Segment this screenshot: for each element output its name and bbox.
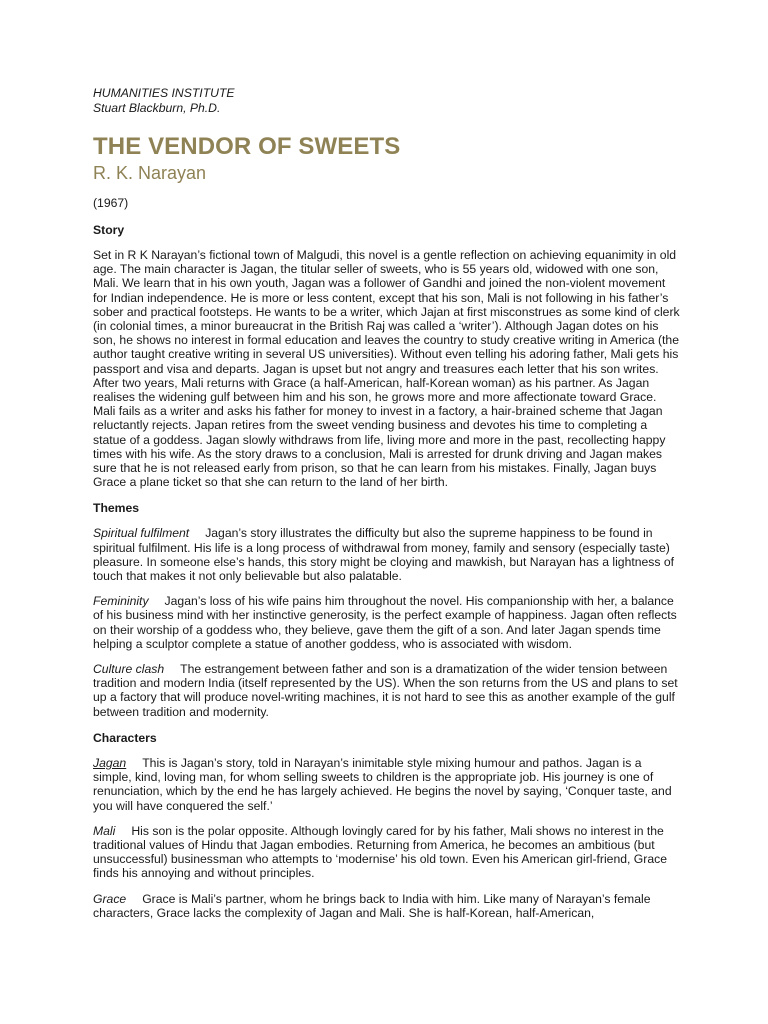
theme-femininity	[93, 594, 680, 651]
character-term: Jagan	[93, 755, 127, 770]
characters-heading: Characters	[93, 730, 157, 745]
theme-text: Jagan’s story illustrates the difficulty but also the supreme happiness to be found in spiritual fulfilment. His life is a long process of withdrawal from money, family and sensory (especially taste) pleasure. In someone else’s hands, this story might be cloying and mawkish, but Narayan has a lightness of touch that makes it not only believable but also palatable.	[93, 526, 675, 584]
theme-spiritual-fulfilment	[93, 526, 680, 583]
theme-culture-clash	[93, 662, 680, 719]
character-grace	[93, 892, 680, 920]
character-term: Grace	[93, 891, 127, 906]
author-credit: Stuart Blackburn, Ph.D.	[93, 101, 221, 115]
character-text: This is Jagan’s story, told in Narayan’s inimitable style mixing humour and pathos. Jagan is a simple, kind, loving man, for whom selling sweets to children is the appropriate job. His journey is one of renunciation, which by the end he has largely achieved. He begins the novel by saying, ‘Conquer taste, and you will have conquered the self.’	[93, 755, 672, 813]
theme-text: Jagan’s loss of his wife pains him throughout the novel. His companionship with her, a balance of his business mind with her instinctive generosity, is the perfect example of happiness. Jagan often reflects on their worship of a goddess who, they believe, gave them the gift of a son. And later Jagan spends time helping a sculptor complete a statue of another goddess, who is associated with wisdom.	[93, 594, 677, 651]
theme-term: Spiritual fulfilment	[93, 526, 190, 541]
story-paragraph: Set in R K Narayan’s fictional town of Malgudi, this novel is a gentle reflection on achieving equanimity in old age. The main character is Jagan, the titular seller of sweets, who is 55 years old, widowed with one son, Mali. We learn that in his own youth, Jagan was a follower of Gandhi and joined the non-violent movement for Indian independence. He is more or less content, except that his son, Mali is not following in his father’s sober and practical footsteps. He wants to be a writer, which Jajan at first misconstrues as some kind of clerk (in colonial times, a minor bureaucrat in the British Raj was called a ‘writer’). Although Jagan dotes on his son, he shows no interest in formal education and leaves the country to study creative writing in America (the author taught creative writing in several US universities). Without even telling his adoring father, Mali gets his passport and visa and departs. Jagan is upset but not angry and treasures each letter that his son writes. After two years, Mali returns with Grace (a half-American, half-Korean woman) as his partner. As Jagan realises the widening gulf between him and his son, he grows more and more affectionate toward Grace. Mali fails as a writer and asks his father for money to invest in a factory, a hair-brained scheme that Jagan reluctantly rejects. Japan retires from the sweet vending business and devotes his time to completing a statue of a goddess. Jagan slowly withdraws from life, living more and more in the past, recollecting happy times with his wife. As the story draws to a conclusion, Mali is arrested for drunk driving and Jagan makes sure that he is not released early from prison, so that he can learn from his mistakes. Finally, Jagan buys Grace a plane ticket so that she can return to the land of her birth.	[93, 248, 680, 490]
publication-year: (1967)	[93, 196, 129, 210]
theme-term: Culture clash	[93, 662, 165, 677]
theme-text: The estrangement between father and son is a dramatization of the wider tension between tradition and modern India (itself represented by the US). When the son returns from the US and plans to set up a factory that will produce novel-writing machines, it is not hard to see this as another example of the gulf between tradition and modernity.	[93, 662, 678, 719]
character-jagan	[93, 756, 680, 813]
character-text: Grace is Mali’s partner, whom he brings back to India with him. Like many of Narayan’s female characters, Grace lacks the complexity of Jagan and Mali. She is half-Korean, half-American,	[93, 891, 651, 920]
character-mali	[93, 824, 680, 881]
theme-term: Femininity	[93, 594, 149, 609]
institute-name: HUMANITIES INSTITUTE	[93, 86, 235, 100]
character-text: His son is the polar opposite. Although lovingly cared for by his father, Mali shows no interest in the traditional values of Hindu that Jagan embodies. Returning from America, he becomes an ambitious (but unsuccessful) businessman who attempts to ‘modernise’ his old town. Even his American girl-friend, Grace finds his annoying and without principles.	[93, 823, 667, 881]
character-term: Mali	[93, 823, 116, 838]
book-title: THE VENDOR OF SWEETS	[93, 133, 401, 160]
book-author: R. K. Narayan	[93, 163, 207, 183]
story-heading: Story	[93, 223, 125, 237]
themes-heading: Themes	[93, 501, 140, 516]
